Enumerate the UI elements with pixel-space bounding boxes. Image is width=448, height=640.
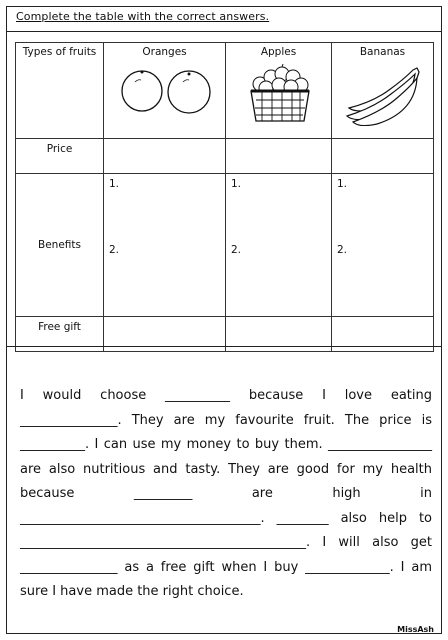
benefits-apples-cell[interactable]	[226, 174, 332, 317]
fill-in-passage	[20, 384, 432, 605]
benefits-label: Benefits	[16, 174, 104, 317]
header-types-of-fruits: Types of fruits	[16, 43, 104, 139]
benefit-number-2: 2.	[109, 244, 120, 256]
header-apples: Apples	[226, 43, 332, 139]
price-apples-cell[interactable]	[226, 139, 332, 174]
passage-paragraph: I would choose __________ because I love eating _______________. They are my favourite fruit. The price is __________. I can use my money to buy them. ________________ are also nutritious and tasty. They are good for my health because _________ are high in _____________________________________. ________ also help to ____________________________________________. I will also get _______________ as a free gift when I buy _____________. I am sure I have made the right choice.	[20, 388, 432, 599]
header-bananas: Bananas	[332, 43, 434, 139]
header-oranges: Oranges	[104, 43, 226, 139]
author-signature: MissAsh	[397, 625, 434, 634]
fruit-table	[15, 42, 434, 352]
section-divider	[6, 346, 442, 347]
benefit-number-1: 1.	[231, 178, 242, 190]
price-label: Price	[16, 139, 104, 174]
instruction-divider	[6, 31, 442, 32]
price-oranges-cell[interactable]	[104, 139, 226, 174]
benefits-row	[16, 174, 434, 317]
table-header-row	[16, 43, 434, 139]
instruction-text: Complete the table with the correct answers.	[16, 10, 270, 23]
benefit-number-1: 1.	[109, 178, 120, 190]
oranges-icon	[115, 64, 215, 116]
benefit-number-1: 1.	[337, 178, 348, 190]
apple-basket-icon	[244, 64, 314, 126]
benefits-oranges-cell[interactable]	[104, 174, 226, 317]
bananas-icon	[343, 64, 423, 126]
price-bananas-cell[interactable]	[332, 139, 434, 174]
benefit-number-2: 2.	[337, 244, 348, 256]
benefits-bananas-cell[interactable]	[332, 174, 434, 317]
benefit-number-2: 2.	[231, 244, 242, 256]
price-row	[16, 139, 434, 174]
free-gift-label: Free gift	[16, 317, 104, 352]
